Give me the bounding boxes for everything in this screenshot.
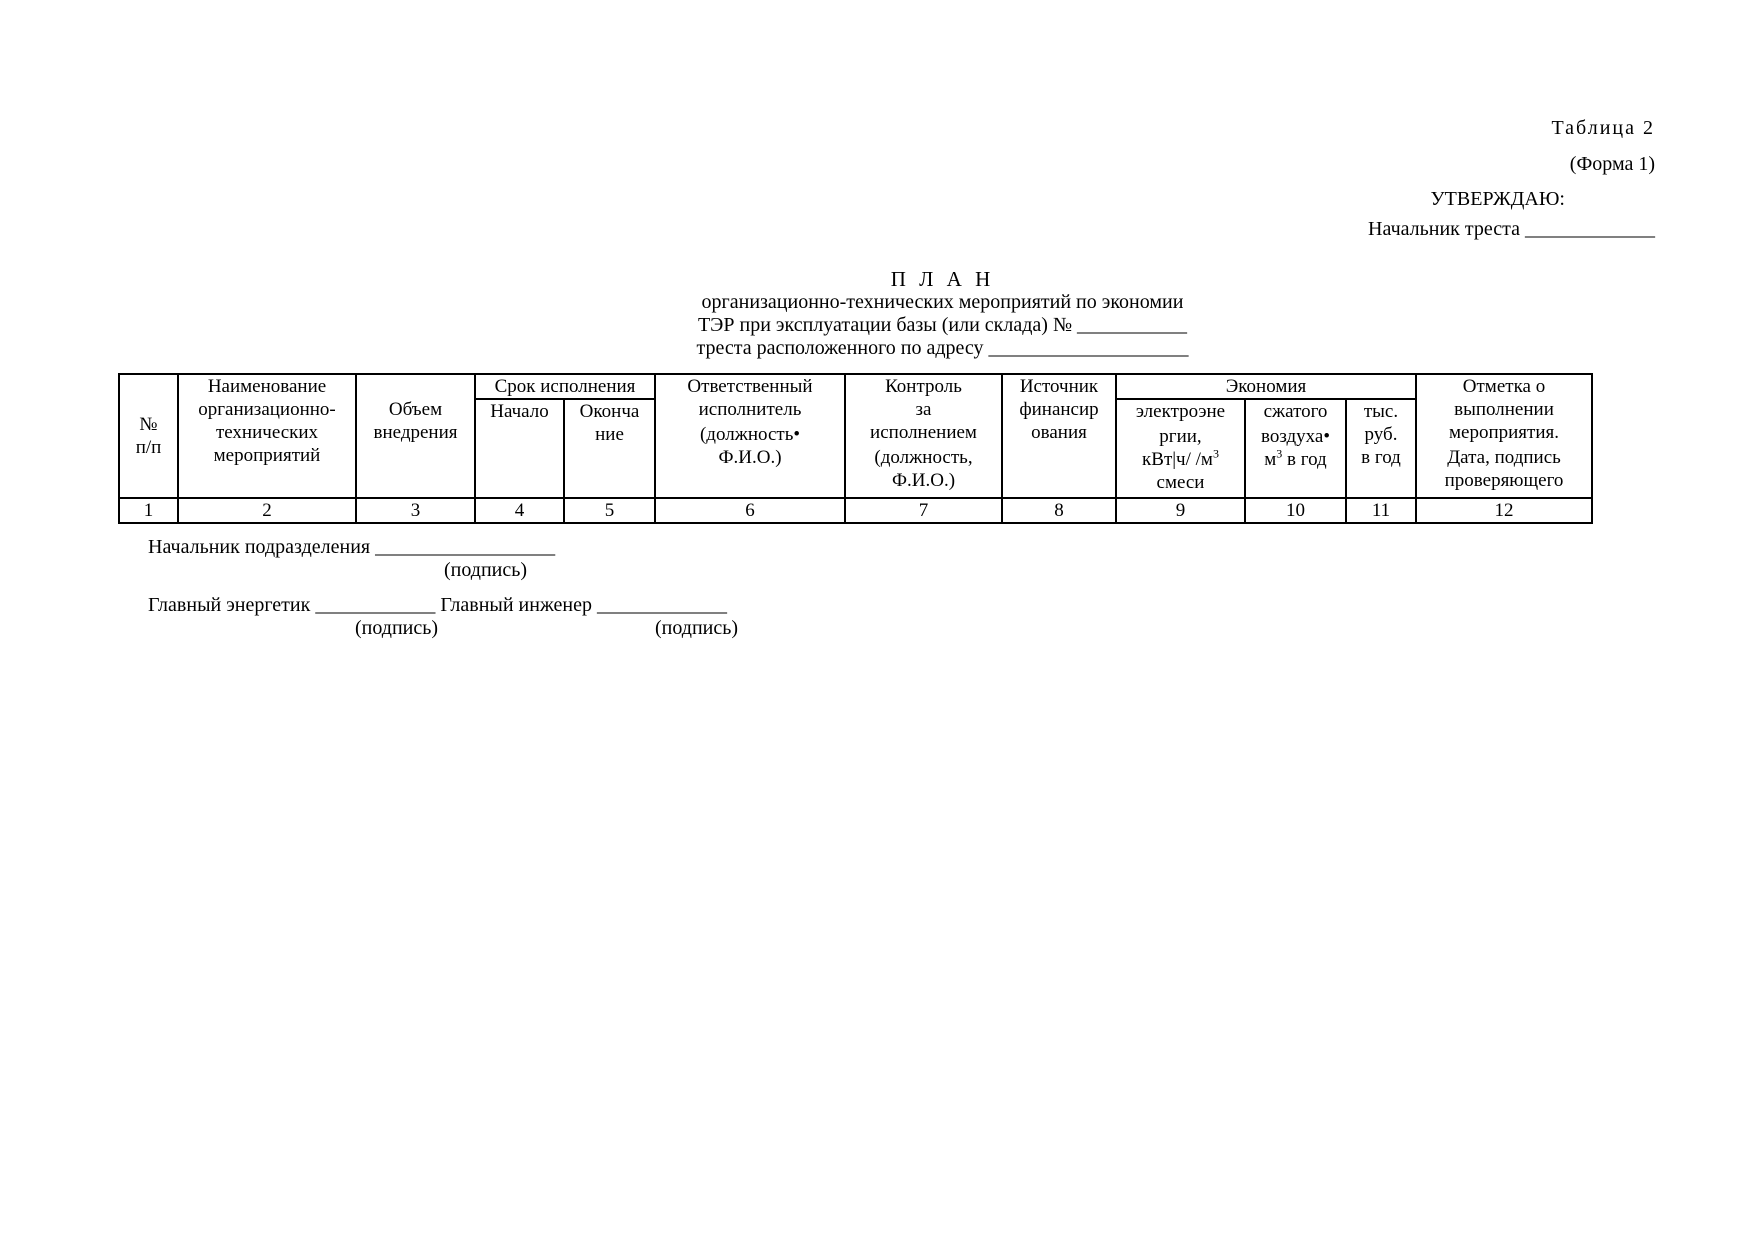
header-control: Контроль за исполнением (должность, Ф.И.О.) xyxy=(845,374,1002,498)
column-numbers-row xyxy=(119,498,1592,523)
header-electricity: электроэне ргии, кВт|ч/ $/м^3$ смеси xyxy=(1116,399,1245,498)
column-number: 11 xyxy=(1346,498,1416,523)
column-number: 4 xyxy=(475,498,564,523)
column-number: 8 xyxy=(1002,498,1116,523)
form-label: (Форма 1) xyxy=(1569,153,1655,175)
header-name: Наименование организационно- технических мероприятий xyxy=(178,374,356,498)
column-number: 12 xyxy=(1416,498,1592,523)
column-number: 10 xyxy=(1245,498,1346,523)
plan-subtitle-3: треста расположенного по адресу ____________________ xyxy=(696,337,1189,359)
header-mark: Отметка о выполнении мероприятия. Дата, подпись проверяющего xyxy=(1416,374,1592,498)
column-number: 6 xyxy=(655,498,845,523)
signature-caption: (подпись) xyxy=(355,617,439,639)
column-number: 7 xyxy=(845,498,1002,523)
column-number: 1 xyxy=(119,498,178,523)
table-header-row-1 xyxy=(119,374,1592,399)
approve-label: УТВЕРЖДАЮ: xyxy=(1430,188,1565,210)
plan-title-block xyxy=(0,268,1755,360)
header-economy: Экономия xyxy=(1116,374,1416,399)
column-number: 2 xyxy=(178,498,356,523)
table-label: Таблица 2 xyxy=(1551,117,1655,139)
signature-caption: (подпись) xyxy=(444,559,528,581)
plan-subtitle-1: организационно-технических мероприятий по экономии xyxy=(701,291,1184,313)
header-no: № п/п xyxy=(119,374,178,498)
column-number: 3 xyxy=(356,498,475,523)
plan-title: П Л А Н xyxy=(890,267,995,291)
header-term: Срок исполнения xyxy=(475,374,655,399)
trust-head-line: Начальник треста _____________ xyxy=(1368,218,1655,240)
column-number: 9 xyxy=(1116,498,1245,523)
dept-head-signature-line: Начальник подразделения __________________ xyxy=(148,536,556,558)
column-number: 5 xyxy=(564,498,655,523)
plan-subtitle-2: ТЭР при эксплуатации базы (или склада) № ___________ xyxy=(697,314,1188,336)
header-source: Источник финансир ования xyxy=(1002,374,1116,498)
header-responsible: Ответственный исполнитель (должность• Ф.И.О.) xyxy=(655,374,845,498)
plan-table xyxy=(118,373,1593,524)
signature-caption: (подпись) xyxy=(655,617,739,639)
header-money: тыс. руб. в год xyxy=(1346,399,1416,498)
header-volume: Объем внедрения xyxy=(356,374,475,498)
header-start: Начало xyxy=(475,399,564,498)
chief-signature-line: Главный энергетик ____________ Главный инженер _____________ xyxy=(148,594,727,616)
header-air: сжатого воздуха• $м^3$ в год xyxy=(1245,399,1346,498)
header-end: Оконча ние xyxy=(564,399,655,498)
